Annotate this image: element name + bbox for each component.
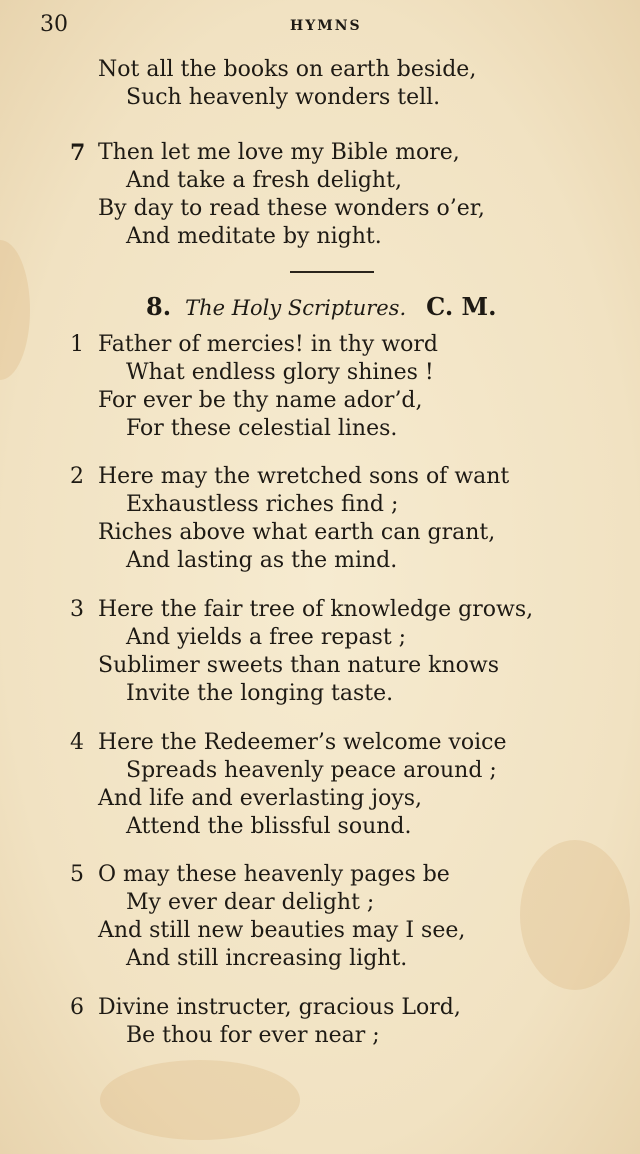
stanza-number: 6 — [70, 995, 84, 1020]
verse-line: Then let me love my Bible more, — [98, 140, 460, 165]
verse-line: O may these heavenly pages be — [98, 862, 450, 887]
section-rule — [290, 271, 374, 273]
stanza-number: 2 — [70, 464, 84, 489]
running-title: HYMNS — [290, 18, 362, 34]
verse-line: By day to read these wonders o’er, — [98, 196, 485, 221]
verse-line: What endless glory shines ! — [126, 360, 434, 385]
verse-line: And life and everlasting joys, — [98, 786, 423, 811]
page-header — [0, 12, 640, 42]
verse-line: And still new beauties may I see, — [98, 918, 466, 943]
stanza-number: 5 — [70, 862, 84, 887]
verse-line: Riches above what earth can grant, — [98, 520, 496, 545]
stanza-number: 1 — [70, 332, 84, 357]
paper-stain — [0, 240, 30, 380]
hymn-title: The Holy Scriptures. — [185, 296, 407, 320]
verse-line: Not all the books on earth beside, — [98, 57, 477, 82]
verse-line: Exhaustless riches find ; — [126, 492, 399, 517]
verse-line: My ever dear delight ; — [126, 890, 375, 915]
page-number: 30 — [40, 12, 68, 37]
verse-line: Father of mercies! in thy word — [98, 332, 439, 357]
hymn-number: 8. — [146, 292, 172, 321]
verse-line: Sublimer sweets than nature knows — [98, 653, 500, 678]
paper-stain — [520, 840, 630, 990]
verse-line: And yields a free repast ; — [126, 625, 407, 650]
hymn-heading — [146, 292, 496, 321]
verse-line: Here may the wretched sons of want — [98, 464, 510, 489]
verse-line: And lasting as the mind. — [126, 548, 398, 573]
verse-line: And take a fresh delight, — [126, 168, 402, 193]
stanza-number: 4 — [70, 730, 84, 755]
verse-line: Attend the blissful sound. — [126, 814, 412, 839]
verse-line: For ever be thy name ador’d, — [98, 388, 423, 413]
stanza-number: 3 — [70, 597, 84, 622]
verse-line: Here the fair tree of knowledge grows, — [98, 597, 534, 622]
stanza-number: 7 — [70, 140, 86, 166]
verse-line: Here the Redeemer’s welcome voice — [98, 730, 507, 755]
hymn-meter: C. M. — [426, 292, 497, 321]
verse-line: And still increasing light. — [126, 946, 408, 971]
verse-line: Spreads heavenly peace around ; — [126, 758, 497, 783]
verse-line: For these celestial lines. — [126, 416, 398, 441]
paper-stain — [100, 1060, 300, 1140]
verse-line: Such heavenly wonders tell. — [126, 85, 441, 110]
verse-line: Invite the longing taste. — [126, 681, 394, 706]
verse-line: And meditate by night. — [126, 224, 382, 249]
verse-line: Divine instructer, gracious Lord, — [98, 995, 461, 1020]
verse-line: Be thou for ever near ; — [126, 1023, 380, 1048]
